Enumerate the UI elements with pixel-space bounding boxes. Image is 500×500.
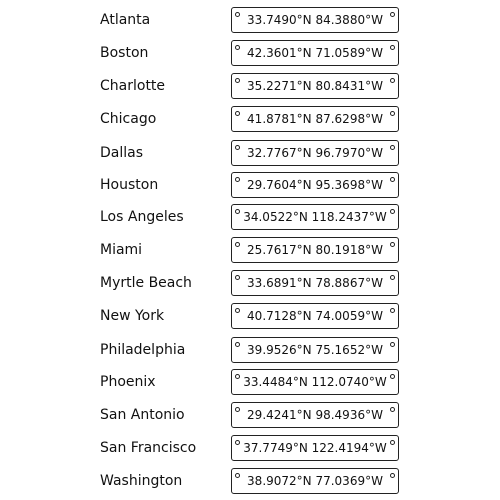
coordinate-text: 34.0522°N 118.2437°W [243, 210, 387, 224]
coordinate-plate [231, 140, 399, 166]
coordinate-text: 37.7749°N 122.4194°W [243, 441, 387, 455]
tag-row-chicago [0, 106, 500, 134]
city-name: Philadelphia [100, 342, 186, 358]
tag-row-myrtle-beach [0, 270, 500, 298]
coordinate-text: 33.6891°N 78.8867°W [247, 276, 383, 290]
city-name: New York [100, 308, 165, 324]
coordinate-plate [231, 270, 399, 296]
coordinate-plate [231, 73, 399, 99]
tag-row-miami [0, 237, 500, 265]
coordinate-plate [231, 172, 399, 198]
coordinate-text: 33.4484°N 112.0740°W [243, 375, 387, 389]
coordinate-text: 39.9526°N 75.1652°W [247, 343, 383, 357]
coordinate-text: 25.7617°N 80.1918°W [247, 243, 383, 257]
city-name: Miami [100, 242, 143, 258]
coordinate-text: 32.7767°N 96.7970°W [247, 146, 383, 160]
tag-row-charlotte [0, 73, 500, 101]
coordinate-text: 41.8781°N 87.6298°W [247, 112, 383, 126]
coordinate-plate [231, 337, 399, 363]
coordinate-plate [231, 106, 399, 132]
city-name: Boston [100, 45, 149, 61]
city-name: Dallas [100, 145, 144, 161]
city-name: Houston [100, 177, 159, 193]
coordinate-text: 33.7490°N 84.3880°W [247, 13, 383, 27]
coordinate-plate [231, 468, 399, 494]
tag-row-boston [0, 40, 500, 68]
tag-row-atlanta [0, 7, 500, 35]
city-name: Atlanta [100, 12, 151, 28]
coordinate-plate [231, 303, 399, 329]
city-name: Washington [100, 473, 183, 489]
tag-row-san-francisco [0, 435, 500, 463]
tag-row-phoenix [0, 369, 500, 397]
city-name: Charlotte [100, 78, 166, 94]
city-name: Myrtle Beach [100, 275, 192, 291]
coordinate-plate [231, 435, 399, 461]
tag-row-los-angeles [0, 204, 500, 232]
coordinate-text: 29.7604°N 95.3698°W [247, 178, 383, 192]
coordinate-plate [231, 7, 399, 33]
tag-row-washington [0, 468, 500, 496]
coordinate-text: 38.9072°N 77.0369°W [247, 474, 383, 488]
coordinate-plate [231, 237, 399, 263]
coordinate-text: 35.2271°N 80.8431°W [247, 79, 383, 93]
tag-row-san-antonio [0, 402, 500, 430]
coordinate-text: 29.4241°N 98.4936°W [247, 408, 383, 422]
city-name: San Francisco [100, 440, 197, 456]
coordinate-text: 42.3601°N 71.0589°W [247, 46, 383, 60]
coordinate-plate [231, 40, 399, 66]
tag-row-philadelphia [0, 337, 500, 365]
tag-row-new-york [0, 303, 500, 331]
city-name: Phoenix [100, 374, 156, 390]
city-name: San Antonio [100, 407, 185, 423]
coordinate-plate [231, 369, 399, 395]
tag-row-houston [0, 172, 500, 200]
city-name: Chicago [100, 111, 157, 127]
coordinate-plate [231, 204, 399, 230]
coordinate-text: 40.7128°N 74.0059°W [247, 309, 383, 323]
tag-row-dallas [0, 140, 500, 168]
coordinate-plate [231, 402, 399, 428]
city-name: Los Angeles [100, 209, 184, 225]
